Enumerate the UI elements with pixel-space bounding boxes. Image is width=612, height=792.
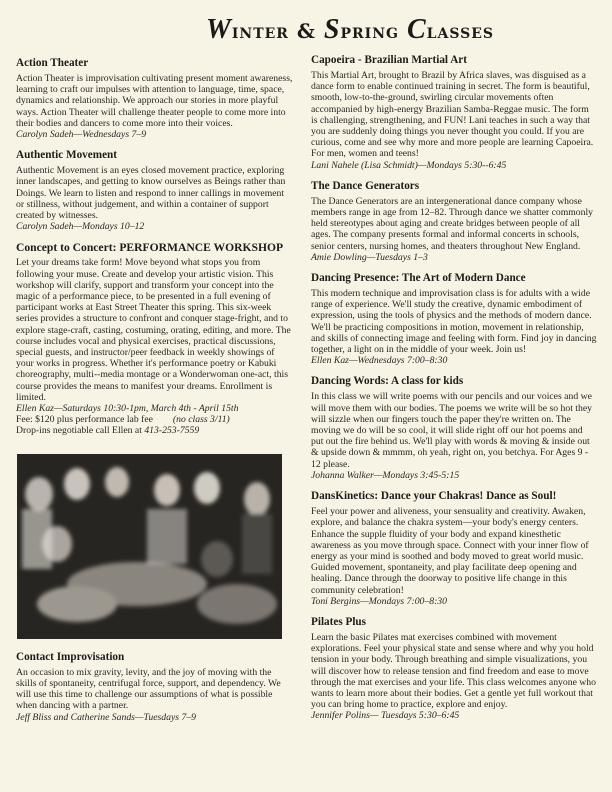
class-instructor-schedule: Amie Dowling—Tuesdays 1–3 (311, 251, 428, 263)
class-heading: Action Theater (16, 57, 89, 69)
class-description: This Martial Art, brought to Brazil by Africa slaves, was disguised as a dance form to enable continued training in secret. The form is beautiful, smooth, low-to-the-ground, swirling circular movements often accompanied by high-energy Brazilian Samba-Reggae music. The form is challenging, strengthening, and FUN! Lani teaches in such a way that you are suddenly doing things you never thought you could. If you are curious, come and see why more and more people are learning Capoeira. For men, women and teens! (311, 70, 594, 160)
class-heading: Contact Improvisation (16, 650, 125, 663)
group-photo-image (17, 454, 282, 639)
class-dancing-words (311, 375, 597, 481)
class-contact-improvisation (16, 651, 294, 723)
class-instructor-schedule: Carolyn Sadeh—Wednesdays 7–9 (16, 129, 147, 141)
class-heading: Dancing Words: A class for kids (311, 375, 464, 388)
class-instructor-schedule: Jeff Bliss and Catherine Sands—Tuesdays 7–9 (16, 711, 197, 723)
class-dance-generators (311, 180, 597, 263)
class-instructor-schedule: Ellen Kaz—Saturdays 10:30-1pm, March 4th - April 15th (16, 403, 239, 415)
class-description-end: created by witnesses. (16, 210, 99, 222)
class-description: The Dance Generators are an intergenerational dance company whose members range in age from 12–82. Through dance we shatter commonly held stereotypes about aging and create bridges between people of all ages. The company presents formal and informal concerts in schools, senior centers, nursing homes, and theaters throughout New England. (311, 195, 594, 252)
class-description: Learn the basic Pilates mat exercises combined with movement explorations. Feel your physical state and sense where and why you hold tension in your body. Through breathing and simple visualizations, you will discover how to release tension and find freedom and ease to move through the mat exercises and your life. This class welcomes anyone who wants to learn more about their bodies. Get a gentle yet full workout that you can bring home to practice, explore and enjoy. (311, 631, 596, 711)
class-instructor-schedule: Jennifer Polins— Tuesdays 5:30–6:45 (311, 710, 460, 722)
class-instructor-schedule: Lani Nahele (Lisa Schmidt)—Mondays 5:30--6:45 (311, 159, 507, 171)
class-description: An occasion to mix gravity, levity, and the joy of moving with the skills of spontaneity, centrifugal force, support, and dependency. We will use this time to challenge our assumptions of what is possible when dancing with a partner. (16, 666, 281, 712)
group-photo (17, 454, 282, 639)
class-dancing-presence (311, 272, 597, 366)
class-pilates-plus (311, 616, 597, 722)
page-title: Winter & Spring Classes (205, 14, 495, 45)
class-description: In this class we will write poems with our pencils and our voices and we will move them with our bodies. The poems we write will be so hot they will sizzle when our fingers touch the paper they're written on. The moving we do will be so cool, it will slide right off our hot poems and put out the fire behind us. We'll play with words & moving & inside out & upside down & mmmm, oh yeah, right on, you betchya. For Ages 9 - 12 please. (311, 391, 592, 470)
class-heading: Authentic Movement (16, 149, 117, 162)
class-authentic-movement (16, 149, 294, 232)
class-action-theater (16, 57, 294, 140)
class-instructor-schedule: Johanna Walker—Mondays 3:45-5:15 (311, 469, 460, 481)
no-class-note: (no class 3/11) (172, 414, 230, 426)
class-performance-workshop (16, 241, 294, 436)
class-heading: Capoeira - Brazilian Martial Art (311, 54, 467, 66)
class-description: Authentic Movement is an eyes closed movement practice, exploring inner landscapes, and getting to know ourselves as Beings rather than Doings. We learn to listen and respond to inner callings in movement or stillness, without judgement, and within a container of support (16, 165, 286, 210)
class-instructor-schedule: Ellen Kaz—Wednesdays 7:00–8:30 (311, 355, 448, 367)
class-danskinetics (311, 490, 597, 607)
class-description: Action Theater is improvisation cultivating present moment awareness, learning to craft our impulses with attention to language, time, space, dynamics and relationship. We approach our stories in more playful ways. Action Theater will challenge theater people to come more into their bodies and dancers to come more into their voices. (16, 73, 293, 129)
class-instructor-schedule: Carolyn Sadeh—Mondays 10–12 (16, 221, 145, 233)
right-column (311, 54, 597, 731)
class-heading: Concept to Concert: PERFORMANCE WORKSHOP (16, 241, 284, 255)
class-instructor-schedule: Toni Bergins—Mondays 7:00–8:30 (311, 595, 447, 607)
class-heading: Pilates Plus (311, 615, 367, 628)
class-capoeira (311, 54, 597, 171)
class-description: This modern technique and improvisation class is for adults with a wide range of experience. We'll study the creative, dynamic embodiment of expression, using the tools of physics and the methods of modern dance. We'll be practicing compositions in motion, movement in relationship, and skills of connecting image and feeling with form. Find joy in dancing together, a light on in the middle of your week. Join us! (311, 288, 597, 356)
phone-number: 413-253-7559 (144, 425, 200, 437)
class-description: Let your dreams take form! Move beyond what stops you from following your muse. Create and develop your artistic vision. This workshop will clarify, support and transform your concept into the magic of a performance piece, to be presented in a full evening of participant works at East Street Theater this spring. This six-week series provides a structure to confront and conquer stage-fright, and to explore stage-craft, casting, costuming, orating, editing, and more. The course includes vocal and physical exercises, practical discussions, special guests, and instructor/peer feedback in weekly showings of your works in progress. Whether it's performance poetry or Kabuki choreography, multi--media montage or a Wonderwoman one-act, this course provides the means to manifest your dreams. Enrollment is limited. (16, 257, 291, 403)
class-description: Feel your power and aliveness, your sensuality and creativity. Awaken, explore, and balance the chakra system—your body's energy centers. Enhance the supple fluidity of your body and expand kinesthetic awareness as you move through space. Connect with your inner flow of energy as your mind is soothed and body moved to great world music. Guided movement, spontaneity, and play facilitate deep opening and healing. Dance through the doorway to positive life change in this community celebration! (311, 506, 589, 596)
drop-in-line: Drop-ins negotiable call Ellen at 413-253-7559 (16, 425, 200, 437)
class-heading: Dancing Presence: The Art of Modern Dance (311, 272, 526, 285)
left-column (16, 57, 294, 732)
fee-line: Fee: $120 plus performance lab fee (no class 3/11) (16, 414, 230, 426)
class-heading: DansKinetics: Dance your Chakras! Dance as Soul! (311, 490, 557, 503)
class-heading: The Dance Generators (311, 179, 420, 192)
